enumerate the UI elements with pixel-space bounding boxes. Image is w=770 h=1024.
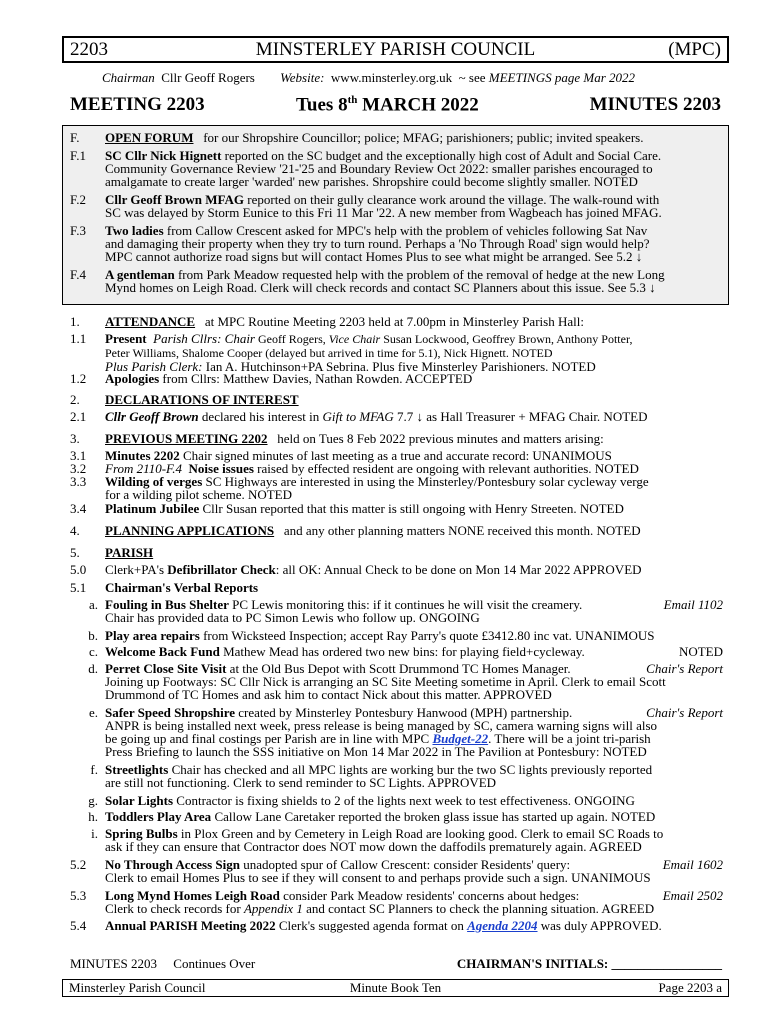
footer-book: Minute Book Ten — [349, 980, 442, 995]
footer-continues: MINUTES 2203 Continues Over CHAIRMAN'S INITIALS: _________________ — [70, 956, 722, 971]
item-5-4: 5.4 Annual PARISH Meeting 2022 Clerk's suggested agenda format on Agenda 2204 was duly APPROVED. — [70, 918, 662, 933]
chair-name: Cllr Geoff Rogers — [161, 70, 255, 85]
section-parish: 5. PARISH — [70, 545, 154, 560]
item-apologies: 1.2 Apologies from Cllrs: Matthew Davies, Nathan Rowden. ACCEPTED — [70, 371, 473, 386]
item-5-0: 5.0 Clerk+PA's Defibrillator Check: all OK: Annual Check to be done on Mon 14 Mar 2022 APPROVED — [70, 562, 642, 577]
budget-link[interactable]: Budget-22 — [432, 731, 489, 746]
footer-page: Page 2203 a — [658, 980, 722, 995]
footer-council: Minsterley Parish Council — [69, 980, 206, 995]
website-link[interactable]: www.minsterley.org.uk — [330, 70, 453, 85]
item-5-2: 5.2 No Through Access Sign unadopted spur of Callow Crescent: consider Residents' query: Email 1602 Clerk to email Homes Plus to see if they will consent to and perhaps provide such a sign. UNANIMOUS — [70, 857, 723, 885]
item-present: 1.1 Present Parish Cllrs: Chair Geoff Rogers, Vice Chair Susan Lockwood, Geoffrey Brown, Anthony Potter, Peter Williams, Shalome Cooper (delayed but arrived in time for 5.1), Nick Hignett. NOTED Plus Parish Clerk: Ian A. Hutchinson+PA Sebrina. Plus five Minsterley Parishioners. NOTED — [70, 331, 633, 374]
sub-date: Mar 2022 — [583, 70, 636, 85]
website-label: Website: — [280, 70, 325, 85]
agenda-link[interactable]: Agenda 2204 — [467, 918, 538, 933]
item-5-1-h: h. Toddlers Play Area Callow Lane Caretaker reported the broken glass issue has started up again. NOTED — [88, 809, 656, 824]
item-5-1-b: b. Play area repairs from Wicksteed Inspection; accept Ray Parry's quote £3412.80 inc vat. UNANIMOUS — [88, 628, 655, 643]
meeting-label: MEETING 2203 — [70, 94, 205, 115]
meeting-date: Tues 8th MARCH 2022 — [296, 94, 479, 116]
item-5-1-a: a. Fouling in Bus Shelter PC Lewis monitoring this: if it continues he will visit the creamery. Email 1102 Chair has provided data to PC Simon Lewis who follow up. ONGOING — [88, 597, 723, 625]
council-title: MINSTERLEY PARISH COUNCIL — [255, 38, 536, 60]
forum-heading: F. OPEN FORUM for our Shropshire Councillor; police; MFAG; parishioners; public; invited speakers. — [70, 130, 644, 145]
item-3-4: 3.4 Platinum Jubilee Cllr Susan reported that this matter is still ongoing with Henry Streeten. NOTED — [70, 501, 624, 516]
section-declarations: 2. DECLARATIONS OF INTEREST — [70, 392, 299, 407]
item-5-1: 5.1 Chairman's Verbal Reports — [70, 580, 259, 595]
council-abbr: (MPC) — [668, 38, 721, 60]
see-ref: MEETINGS page — [488, 70, 581, 85]
meeting-number: 2203 — [70, 38, 108, 60]
item-5-1-d: d. Perret Close Site Visit at the Old Bus Depot with Scott Drummond TC Homes Manager. Chair's Report Joining up Footways: SC Cllr Nick is arranging an SC Site Meeting sometime in April. Clerk to email Scott Drummond of TC Homes and ask him to contact Nick about this matter. APPROVED — [88, 661, 723, 702]
item-3-2: 3.2 From 2110-F.4 Noise issues raised by effected resident are ongoing with relevant authorities. NOTED — [70, 461, 639, 476]
minutes-label: MINUTES 2203 — [589, 94, 721, 115]
item-3-3: 3.3 Wilding of verges SC Highways are interested in using the Minsterley/Pontesbury solar cycleway verge for a wilding pilot scheme. NOTED — [70, 474, 649, 502]
see-text: ~ see — [458, 70, 486, 85]
section-planning: 4. PLANNING APPLICATIONS and any other planning matters NONE received this month. NOTED — [70, 523, 641, 538]
item-5-1-e: e. Safer Speed Shropshire created by Minsterley Pontesbury Hanwood (MPH) partnership. Chair's Report ANPR is being installed next week, press release is being managed by SC, camera warning signs will also be going up and final costings per Parish are in line with MPC Budget-22. There will be a joint tri-parish Press Briefing to launch the SSS initiative on Mon 14 Mar 2022 in The Pavilion at Pontesbury: NOTED — [88, 705, 723, 759]
forum-item-f1: F.1 SC Cllr Nick Hignett reported on the SC budget and the exceptionally high cost of Adult and Social Care. Community Governance Review '21-'25 and Boundary Review Oct 2022: smaller parishes encouraged to amalgamate to create larger 'warded' new parishes. Shropshire could become slightly smaller. NOTED — [70, 148, 662, 189]
subheader — [102, 70, 702, 86]
title-bar — [62, 36, 729, 63]
section-attendance: 1. ATTENDANCE at MPC Routine Meeting 2203 held at 7.00pm in Minsterley Parish Hall: — [70, 314, 584, 329]
chair-label: Chairman — [102, 70, 155, 85]
item-3-1: 3.1 Minutes 2202 Chair signed minutes of last meeting as a true and accurate record: UNANIMOUS — [70, 448, 612, 463]
item-5-1-f: f. Streetlights Chair has checked and all MPC lights are working bur the two SC lights previously reported are still not functioning. Clerk to send reminder to SC Lights. APPROVED — [90, 762, 653, 790]
item-2-1: 2.1 Cllr Geoff Brown declared his interest in Gift to MFAG 7.7 ↓ as Hall Treasurer + MFAG Chair. NOTED — [70, 409, 648, 424]
forum-item-f2: F.2 Cllr Geoff Brown MFAG reported on their gully clearance work around the village. The walk-round with SC was delayed by Storm Eunice to this Fri 11 Mar '22. A new member from Wagbeach has joined MFAG. — [70, 192, 662, 220]
footer-bar — [62, 979, 729, 997]
section-previous-meeting: 3. PREVIOUS MEETING 2202 held on Tues 8 Feb 2022 previous minutes and matters arising: — [70, 431, 604, 446]
item-5-1-i: i. Spring Bulbs in Plox Green and by Cemetery in Leigh Road are looking good. Clerk to email SC Roads to ask if they can ensure that Contractor does NOT mow down the daffodils prematurely again. AGREED — [91, 826, 664, 854]
item-5-1-c: c. Welcome Back Fund Mathew Mead has ordered two new bins: for playing field+cycleway. NOTED — [88, 644, 723, 659]
chairman-initials: CHAIRMAN'S INITIALS: _________________ — [456, 956, 722, 971]
item-5-3: 5.3 Long Mynd Homes Leigh Road consider Park Meadow residents' concerns about hedges: Email 2502 Clerk to check records for Appendix 1 and contact SC Planners to check the planning situation. AGREED — [70, 888, 723, 916]
item-5-1-g: g. Solar Lights Contractor is fixing shields to 2 of the lights next week to test effectiveness. ONGOING — [88, 793, 635, 808]
forum-item-f4: F.4 A gentleman from Park Meadow requested help with the problem of the removal of hedge at the new Long Mynd homes on Leigh Road. Clerk will check records and contact SC Planners about this issue. See 5.3 ↓ — [70, 267, 665, 295]
forum-item-f3: F.3 Two ladies from Callow Crescent asked for MPC's help with the problem of vehicles following Sat Nav and damaging their property when they try to turn round. Perhaps a 'No Through Road' sign would help? MPC cannot authorize road signs but will contact Homes Plus to see what might be arranged. See 5.2 ↓ — [70, 223, 650, 264]
